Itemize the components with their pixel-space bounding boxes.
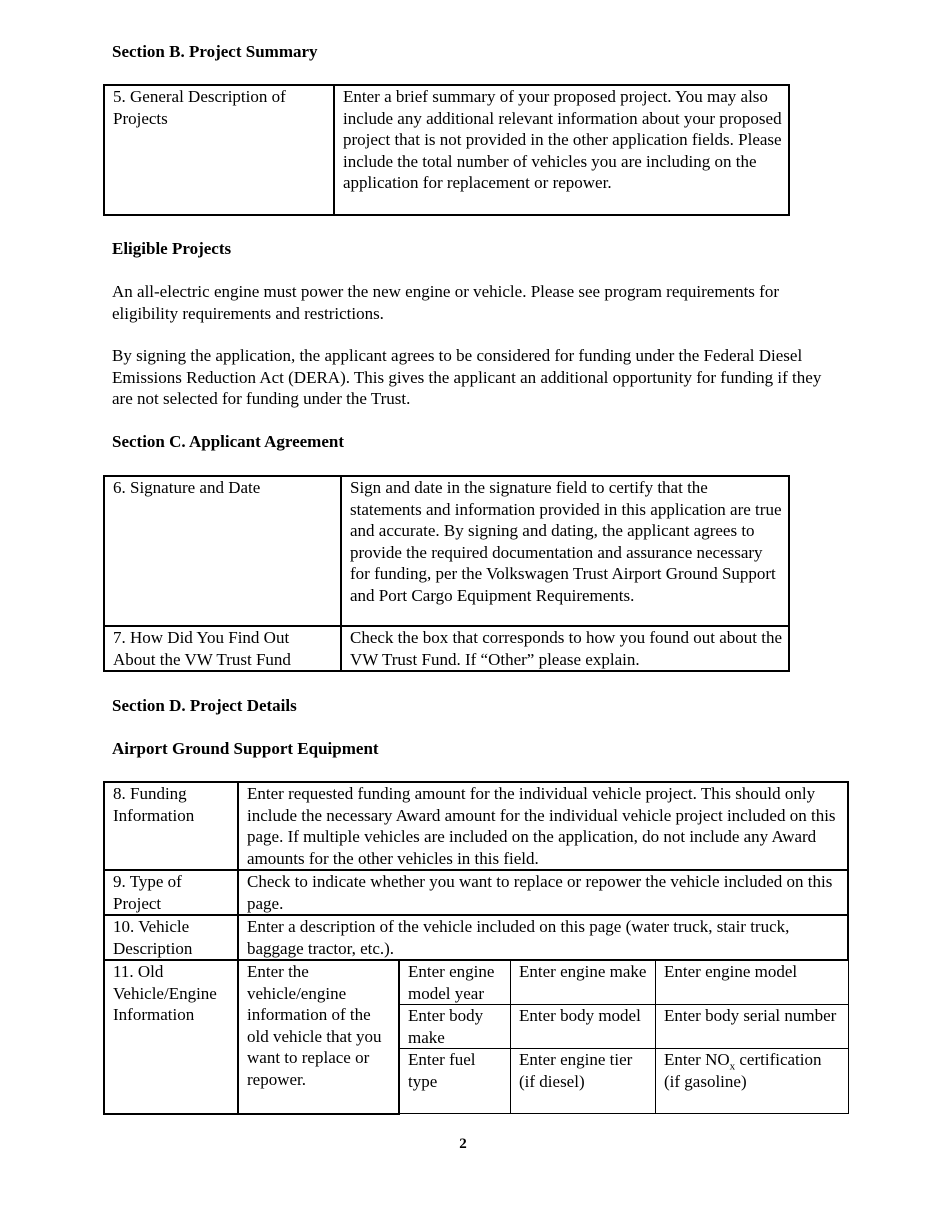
row5-label: 5. General Description of Projects: [104, 85, 334, 215]
eligible-paragraph-1: An all-electric engine must power the new engine or vehicle. Please see program requirements for eligibility requirements and restrictions.: [112, 282, 779, 323]
row8-label: 8. Funding Information: [104, 782, 238, 870]
table-row: [104, 960, 848, 1005]
row6-description: Sign and date in the signature field to certify that the statements and information provided in this application are true and accurate. By signing and dating, the applicant agrees to provide the required documentation and assurance necessary for funding, per the Volkswagen Trust Airport Ground Support and Port Cargo Equipment Requirements.: [341, 476, 789, 626]
section-d-heading: Section D. Project Details: [112, 696, 297, 715]
section-c-heading: Section C. Applicant Agreement: [112, 432, 345, 451]
row11-label: 11. Old Vehicle/Engine Information: [104, 960, 238, 1114]
body-make-cell: Enter body make: [399, 1005, 511, 1049]
body-model-cell: Enter body model: [511, 1005, 656, 1049]
engine-tier-cell: Enter engine tier (if diesel): [511, 1049, 656, 1114]
table-row: [104, 85, 789, 215]
nox-prefix: Enter NO: [664, 1050, 730, 1069]
row11-description: Enter the vehicle/engine information of the old vehicle that you want to replace or repower.: [238, 960, 399, 1114]
row10-label: 10. Vehicle Description: [104, 915, 238, 960]
eligible-projects-heading: Eligible Projects: [112, 239, 232, 258]
table-row: [104, 476, 789, 626]
row9-label: 9. Type of Project: [104, 870, 238, 915]
nox-subscript: x: [729, 1060, 736, 1073]
engine-model-cell: Enter engine model: [656, 960, 849, 1005]
airport-gse-heading: Airport Ground Support Equipment: [112, 739, 379, 758]
row5-description: Enter a brief summary of your proposed project. You may also include any additional relevant information about your proposed project that is not provided in the other application fields. Please include the total number of vehicles you are including on the application for replacement or repower.: [334, 85, 789, 215]
row9-description: Check to indicate whether you want to replace or repower the vehicle included on this page.: [238, 870, 848, 915]
row8-description: Enter requested funding amount for the individual vehicle project. This should only include the necessary Award amount for the individual vehicle project included on this page. If multiple vehicles are included on the application, do not include any Award amounts for the other vehicles in this field.: [238, 782, 848, 870]
body-serial-cell: Enter body serial number: [656, 1005, 849, 1049]
fuel-type-cell: Enter fuel type: [399, 1049, 511, 1114]
nox-suffix: certification (if gasoline): [664, 1050, 822, 1091]
page-number: 2: [459, 1136, 467, 1152]
engine-make-cell: Enter engine make: [511, 960, 656, 1005]
table-row: [104, 915, 848, 960]
table-row: [104, 626, 789, 671]
row6-label: 6. Signature and Date: [104, 476, 341, 626]
table-row: [104, 782, 848, 870]
table-row: [104, 870, 848, 915]
row7-description: Check the box that corresponds to how you found out about the VW Trust Fund. If “Other” please explain.: [341, 626, 789, 671]
applicant-agreement-table: [103, 475, 790, 672]
row10-description: Enter a description of the vehicle included on this page (water truck, stair truck, baggage tractor, etc.).: [238, 915, 848, 960]
eligible-paragraph-2: By signing the application, the applicant agrees to be considered for funding under the Federal Diesel Emissions Reduction Act (DERA). This gives the applicant an additional opportunity for funding if they are not selected for funding under the Trust.: [112, 346, 822, 408]
nox-certification-cell: [656, 1049, 849, 1114]
project-summary-table: [103, 84, 790, 216]
row7-label: 7. How Did You Find Out About the VW Trust Fund: [104, 626, 341, 671]
engine-model-year-cell: Enter engine model year: [399, 960, 511, 1005]
section-b-heading: Section B. Project Summary: [112, 42, 318, 61]
project-details-table: [103, 781, 849, 1115]
